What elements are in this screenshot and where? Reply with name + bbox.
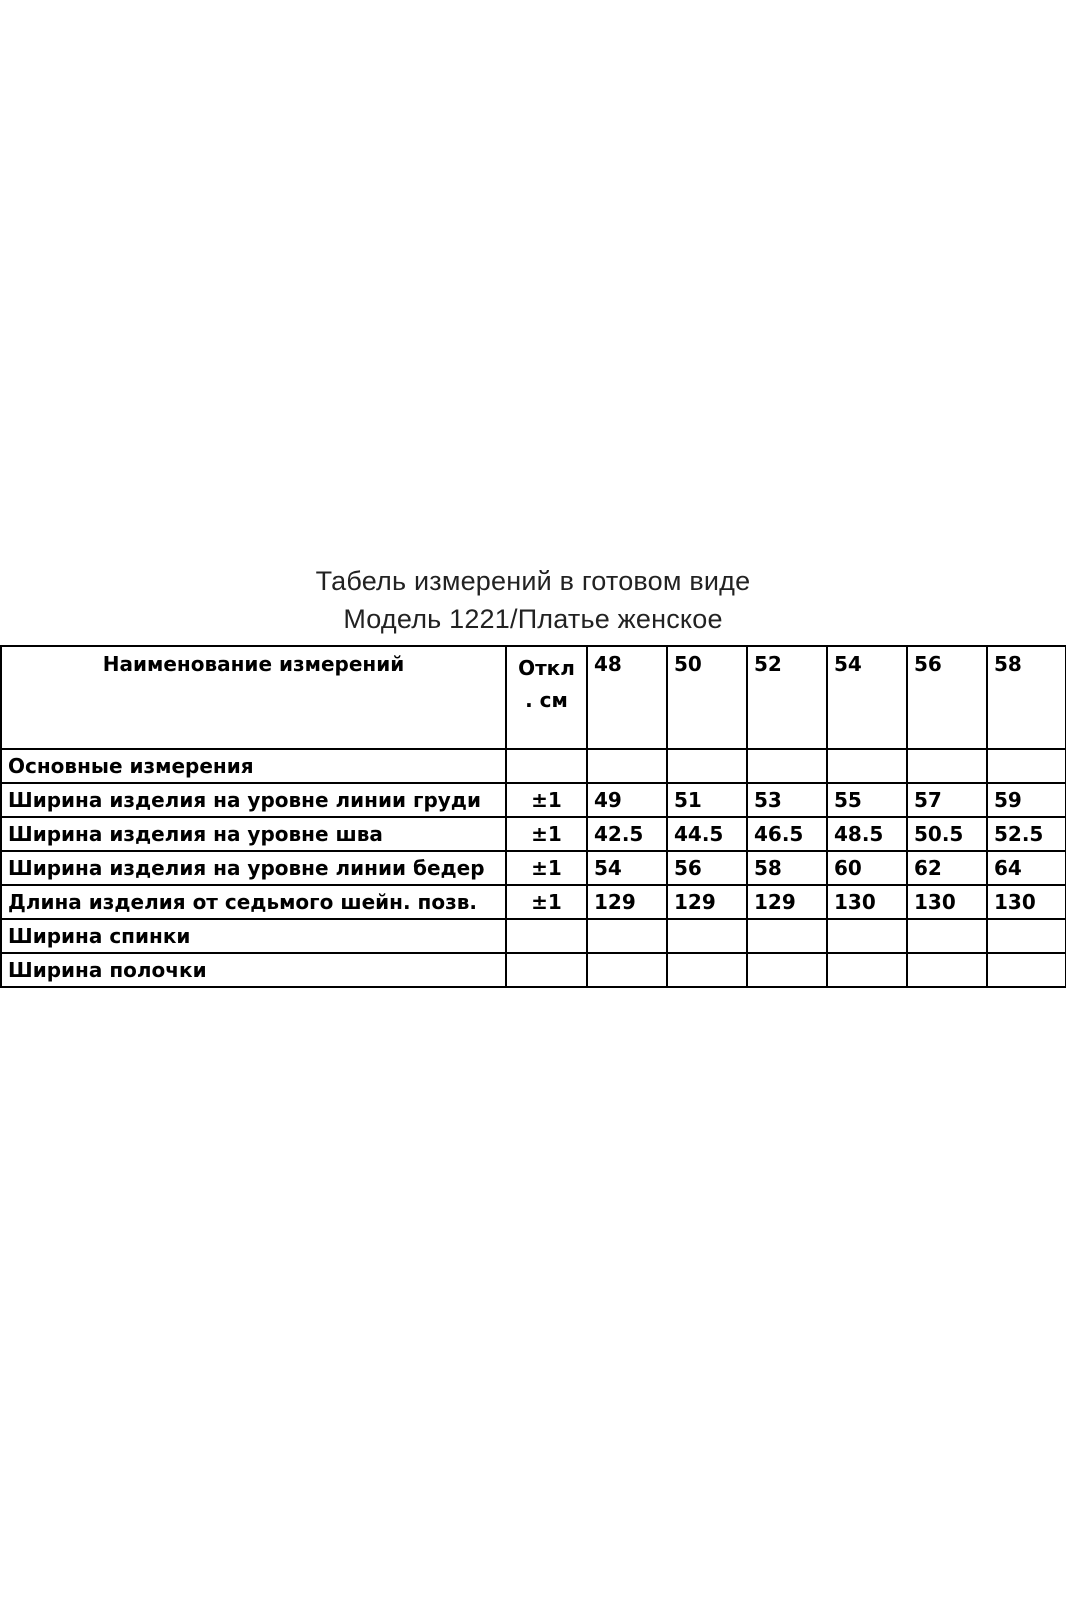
tolerance-cell [506,919,587,953]
model-subtitle: Модель 1221/Платье женское [343,604,723,634]
tolerance-cell: ±1 [506,817,587,851]
size-value-cell: 48.5 [827,817,907,851]
table-row [1,817,1066,851]
size-value-cell: 53 [747,783,827,817]
header-size: 52 [747,646,827,749]
tolerance-cell [506,953,587,987]
size-value-cell: 129 [667,885,747,919]
size-value-cell [907,953,987,987]
size-value-cell [747,953,827,987]
table-row [1,919,1066,953]
size-value-cell [667,749,747,783]
header-size: 58 [987,646,1066,749]
size-value-cell: 130 [987,885,1066,919]
size-value-cell [907,919,987,953]
size-value-cell: 58 [747,851,827,885]
size-value-cell: 130 [907,885,987,919]
size-value-cell [587,919,667,953]
header-size: 48 [587,646,667,749]
header-measurement-name: Наименование измерений [1,646,506,749]
size-value-cell [907,749,987,783]
measurement-table [0,645,1066,988]
size-value-cell [827,919,907,953]
measurement-name-cell: Ширина полочки [1,953,506,987]
size-value-cell: 60 [827,851,907,885]
table-row [1,851,1066,885]
size-value-cell: 129 [587,885,667,919]
size-value-cell [747,749,827,783]
measurement-name-cell: Длина изделия от седьмого шейн. позв. [1,885,506,919]
size-value-cell: 49 [587,783,667,817]
size-value-cell [987,953,1066,987]
size-value-cell [587,953,667,987]
size-value-cell: 44.5 [667,817,747,851]
measurement-name-cell: Ширина изделия на уровне линии бедер [1,851,506,885]
measurement-name-cell: Ширина спинки [1,919,506,953]
size-value-cell [987,919,1066,953]
header-size: 50 [667,646,747,749]
size-value-cell: 42.5 [587,817,667,851]
size-value-cell: 130 [827,885,907,919]
header-size: 56 [907,646,987,749]
table-row [1,783,1066,817]
size-value-cell: 51 [667,783,747,817]
header-size: 54 [827,646,907,749]
size-value-cell: 54 [587,851,667,885]
size-value-cell: 55 [827,783,907,817]
measurement-name-cell: Ширина изделия на уровне линии груди [1,783,506,817]
size-value-cell [827,953,907,987]
measurement-name-cell: Ширина изделия на уровне шва [1,817,506,851]
size-value-cell [827,749,907,783]
size-value-cell: 129 [747,885,827,919]
tolerance-cell: ±1 [506,783,587,817]
document-title: Табель измерений в готовом виде [315,566,751,596]
size-value-cell: 50.5 [907,817,987,851]
size-value-cell: 57 [907,783,987,817]
table-row [1,749,1066,783]
size-value-cell [587,749,667,783]
size-value-cell [667,919,747,953]
tolerance-cell: ±1 [506,851,587,885]
size-value-cell: 52.5 [987,817,1066,851]
table-row [1,953,1066,987]
table-header-row [1,646,1066,749]
size-value-cell: 56 [667,851,747,885]
size-value-cell: 64 [987,851,1066,885]
size-value-cell [987,749,1066,783]
measurement-name-cell: Основные измерения [1,749,506,783]
size-value-cell: 62 [907,851,987,885]
tolerance-cell: ±1 [506,885,587,919]
size-value-cell [747,919,827,953]
header-tolerance: Откл . см [506,646,587,749]
table-row [1,885,1066,919]
size-value-cell: 46.5 [747,817,827,851]
size-value-cell: 59 [987,783,1066,817]
size-value-cell [667,953,747,987]
tolerance-cell [506,749,587,783]
